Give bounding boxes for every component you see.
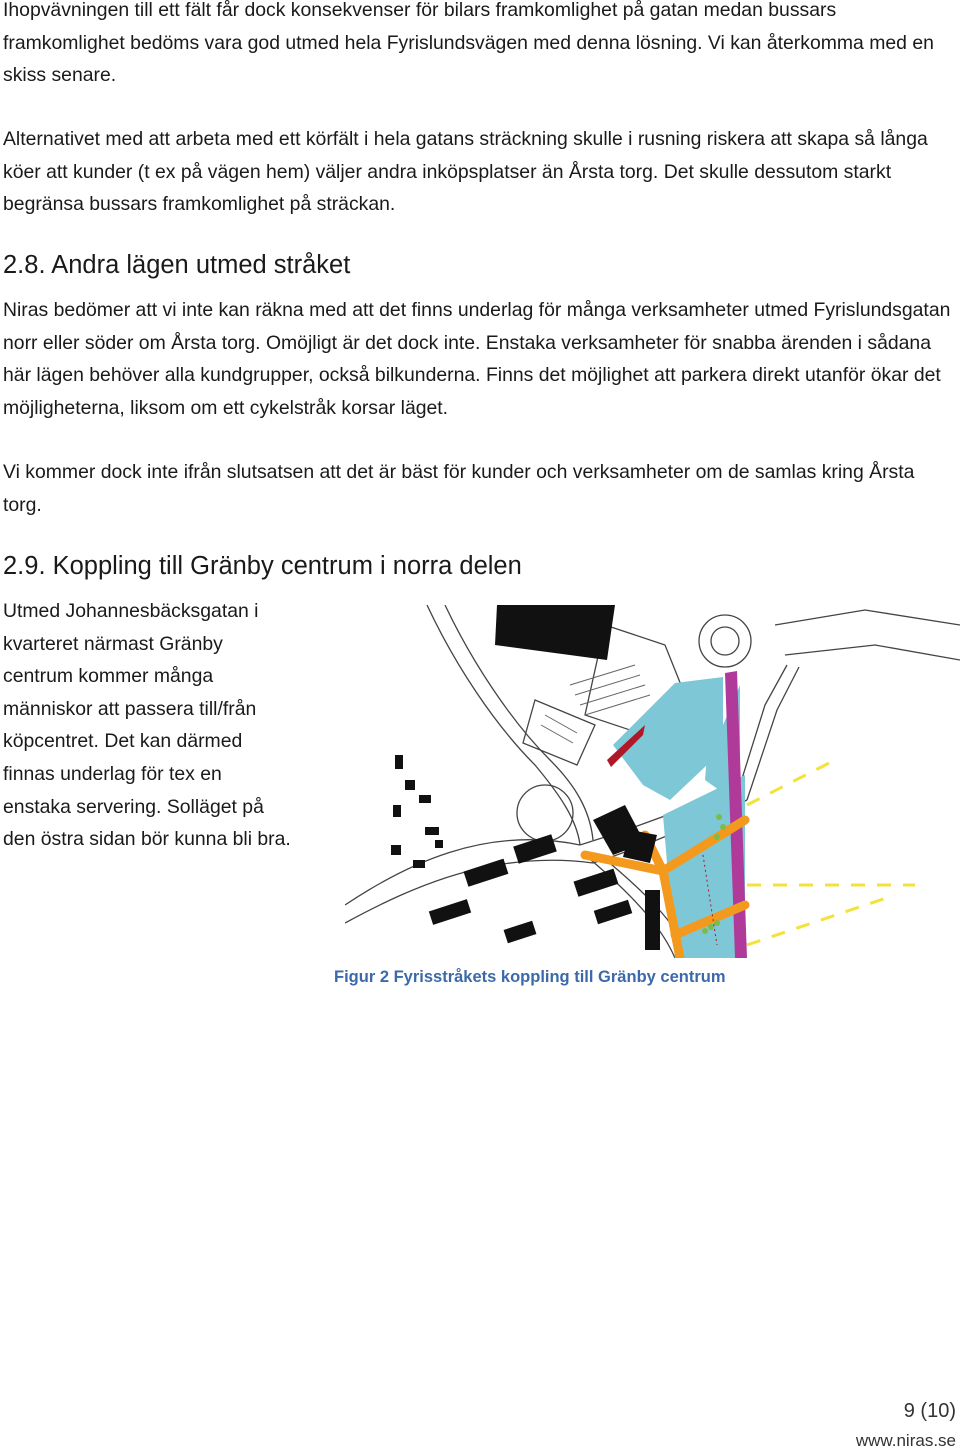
site-plan-map [345, 605, 960, 958]
building-blocks [391, 755, 660, 950]
heading-section-2-8: 2.8. Andra lägen utmed stråket [3, 251, 351, 279]
shopping-centre-block [495, 605, 615, 660]
paragraph-niras: Niras bedömer att vi inte kan räkna med att det finns underlag för många verksamheter utmed Fyrislundsgatan norr eller söder om Årsta torg. Omöjligt är det dock inte. Enstaka verksamheter för snabba ärenden i sådana här lägen behöver alla kundgrupper, också bilkunderna. Finns det möjlighet att parkera direkt utanför ökar det möjligheterna, liksom om ett cykelstråk korsar läget. [3, 299, 951, 419]
paragraph-conclusion: Vi kommer dock inte ifrån slutsatsen att det är bäst för kunder och verksamheter om de samlas kring Årsta torg. [3, 461, 915, 516]
paragraph-johannesback: Utmed Johannesbäcksgatan i kvarteret närmast Gränby centrum kommer många människor att passera till/från köpcentret. Det kan därmed finnas underlag för tex en enstaka servering. Solläget på den östra sidan bör kunna bli bra. [3, 600, 291, 851]
page-number: 9 (10) [903, 1400, 956, 1422]
sun-rays [747, 760, 915, 945]
heading-section-2-9: 2.9. Koppling till Gränby centrum i norra delen [3, 552, 522, 580]
paragraph-intro: Ihopvävningen till ett fält får dock konsekvenser för bilars framkomlighet på gatan medan bussars framkomlighet bedöms vara god utmed hela Fyrislundsvägen med denna lösning. Vi kan återkomma med en skiss senare. [3, 0, 934, 87]
paragraph-alternative: Alternativet med att arbeta med ett körfält i hela gatans sträckning skulle i rusning riskera att skapa så långa köer att kunder (t ex på vägen hem) väljer andra inköpsplatser än Årsta torg. Det skulle dessutom starkt begränsa bussars framkomlighet på sträckan. [3, 128, 928, 216]
figure-caption: Figur 2 Fyrisstråkets koppling till Gränby centrum [334, 968, 726, 986]
footer-website: www.niras.se [855, 1431, 956, 1450]
